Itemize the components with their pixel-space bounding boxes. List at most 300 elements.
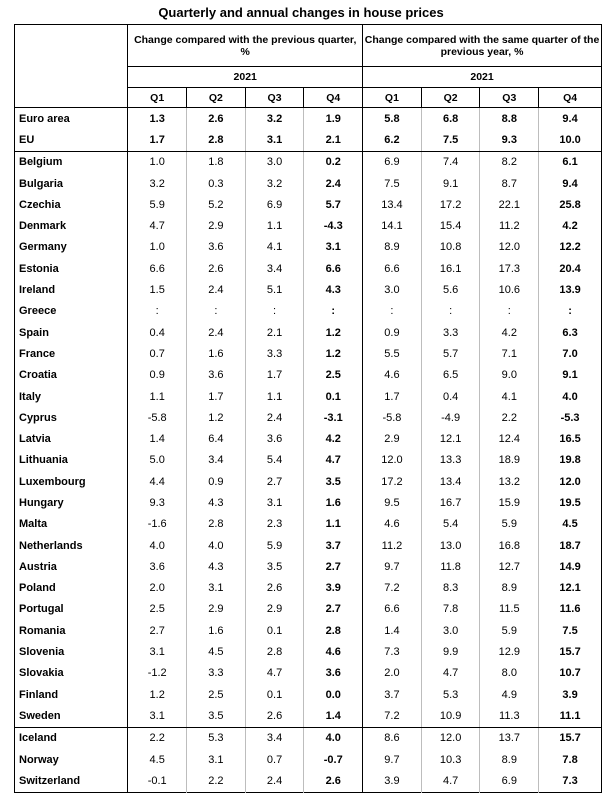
- cell-qoq-q2: 1.8: [187, 151, 246, 173]
- cell-yoy-q1: :: [363, 301, 422, 322]
- cell-qoq-q2: 3.5: [187, 705, 246, 727]
- row-label: Slovenia: [15, 641, 128, 662]
- cell-qoq-q1: 1.4: [128, 428, 187, 449]
- row-label: Sweden: [15, 705, 128, 727]
- row-label: Romania: [15, 620, 128, 641]
- cell-yoy-q4: 4.5: [539, 514, 602, 535]
- cell-qoq-q3: 4.1: [245, 237, 304, 258]
- cell-yoy-q2: 5.7: [421, 343, 480, 364]
- cell-yoy-q3: 8.9: [480, 749, 539, 770]
- cell-yoy-q2: 13.0: [421, 535, 480, 556]
- cell-yoy-q3: 4.1: [480, 386, 539, 407]
- cell-qoq-q1: 5.9: [128, 194, 187, 215]
- cell-qoq-q4: 3.1: [304, 237, 363, 258]
- cell-qoq-q4: 6.6: [304, 258, 363, 279]
- cell-yoy-q2: 13.3: [421, 450, 480, 471]
- table-row: [15, 770, 602, 792]
- cell-yoy-q2: 4.7: [421, 663, 480, 684]
- cell-yoy-q1: 9.7: [363, 749, 422, 770]
- cell-yoy-q4: 7.8: [539, 749, 602, 770]
- cell-qoq-q4: 2.4: [304, 173, 363, 194]
- cell-qoq-q4: 3.7: [304, 535, 363, 556]
- cell-qoq-q2: 1.6: [187, 620, 246, 641]
- row-label: Estonia: [15, 258, 128, 279]
- cell-qoq-q2: 1.6: [187, 343, 246, 364]
- cell-yoy-q2: 10.3: [421, 749, 480, 770]
- cell-qoq-q2: 4.5: [187, 641, 246, 662]
- cell-qoq-q2: 3.1: [187, 578, 246, 599]
- cell-yoy-q2: 7.4: [421, 151, 480, 173]
- cell-yoy-q4: 10.7: [539, 663, 602, 684]
- cell-qoq-q4: 1.6: [304, 492, 363, 513]
- cell-qoq-q2: 2.6: [187, 258, 246, 279]
- cell-qoq-q2: 3.6: [187, 365, 246, 386]
- cell-qoq-q3: 3.5: [245, 556, 304, 577]
- cell-yoy-q1: 13.4: [363, 194, 422, 215]
- cell-qoq-q3: 5.9: [245, 535, 304, 556]
- cell-qoq-q1: 1.2: [128, 684, 187, 705]
- cell-yoy-q3: 12.4: [480, 428, 539, 449]
- cell-yoy-q2: 3.0: [421, 620, 480, 641]
- row-label: Switzerland: [15, 770, 128, 792]
- cell-yoy-q2: 17.2: [421, 194, 480, 215]
- cell-qoq-q3: 3.6: [245, 428, 304, 449]
- cell-yoy-q1: 7.2: [363, 578, 422, 599]
- cell-qoq-q1: 2.0: [128, 578, 187, 599]
- cell-qoq-q2: 1.2: [187, 407, 246, 428]
- cell-yoy-q4: 14.9: [539, 556, 602, 577]
- cell-yoy-q2: 5.6: [421, 279, 480, 300]
- cell-yoy-q3: 8.9: [480, 578, 539, 599]
- table-row: [15, 663, 602, 684]
- cell-qoq-q2: 3.6: [187, 237, 246, 258]
- table-row: [15, 471, 602, 492]
- row-label: Belgium: [15, 151, 128, 173]
- cell-yoy-q2: :: [421, 301, 480, 322]
- cell-qoq-q3: :: [245, 301, 304, 322]
- cell-yoy-q4: 7.3: [539, 770, 602, 792]
- cell-qoq-q3: 3.1: [245, 129, 304, 151]
- cell-yoy-q3: 8.7: [480, 173, 539, 194]
- table-row: [15, 535, 602, 556]
- cell-yoy-q1: 3.0: [363, 279, 422, 300]
- cell-qoq-q2: 1.7: [187, 386, 246, 407]
- row-label: Poland: [15, 578, 128, 599]
- cell-qoq-q2: 0.9: [187, 471, 246, 492]
- cell-qoq-q4: 0.2: [304, 151, 363, 173]
- cell-yoy-q3: 9.3: [480, 129, 539, 151]
- cell-yoy-q4: 13.9: [539, 279, 602, 300]
- table-row: [15, 578, 602, 599]
- table-row: [15, 599, 602, 620]
- table-row: [15, 492, 602, 513]
- row-label: Lithuania: [15, 450, 128, 471]
- table-row: [15, 428, 602, 449]
- quarter-header-yoy-q2: Q2: [421, 88, 480, 108]
- cell-yoy-q4: 9.4: [539, 173, 602, 194]
- cell-qoq-q1: 1.1: [128, 386, 187, 407]
- cell-yoy-q1: 17.2: [363, 471, 422, 492]
- qoq-group-header: Change compared with the previous quarter, %: [128, 25, 363, 67]
- cell-qoq-q2: 6.4: [187, 428, 246, 449]
- cell-yoy-q4: -5.3: [539, 407, 602, 428]
- row-label: Italy: [15, 386, 128, 407]
- table-row: [15, 108, 602, 130]
- cell-qoq-q2: 2.4: [187, 279, 246, 300]
- cell-yoy-q1: 5.5: [363, 343, 422, 364]
- row-label: Greece: [15, 301, 128, 322]
- cell-yoy-q3: 12.9: [480, 641, 539, 662]
- row-label: Germany: [15, 237, 128, 258]
- row-label: Spain: [15, 322, 128, 343]
- cell-yoy-q4: 10.0: [539, 129, 602, 151]
- row-label: Euro area: [15, 108, 128, 130]
- cell-qoq-q4: 0.1: [304, 386, 363, 407]
- cell-yoy-q3: 4.2: [480, 322, 539, 343]
- cell-yoy-q3: 12.7: [480, 556, 539, 577]
- cell-qoq-q2: 4.3: [187, 556, 246, 577]
- row-label: EU: [15, 129, 128, 151]
- cell-yoy-q1: 1.7: [363, 386, 422, 407]
- quarter-header-qoq-q4: Q4: [304, 88, 363, 108]
- row-label: Portugal: [15, 599, 128, 620]
- cell-yoy-q4: 12.2: [539, 237, 602, 258]
- cell-qoq-q1: -1.6: [128, 514, 187, 535]
- row-label: Netherlands: [15, 535, 128, 556]
- cell-qoq-q2: 2.8: [187, 514, 246, 535]
- cell-qoq-q1: 1.7: [128, 129, 187, 151]
- cell-yoy-q3: 10.6: [480, 279, 539, 300]
- cell-yoy-q4: 20.4: [539, 258, 602, 279]
- cell-qoq-q3: 3.3: [245, 343, 304, 364]
- row-label: Denmark: [15, 215, 128, 236]
- table-row: [15, 620, 602, 641]
- cell-qoq-q4: 1.2: [304, 343, 363, 364]
- cell-qoq-q4: 2.7: [304, 599, 363, 620]
- table-row: [15, 556, 602, 577]
- table-row: [15, 129, 602, 151]
- cell-qoq-q4: -3.1: [304, 407, 363, 428]
- cell-qoq-q4: 4.0: [304, 727, 363, 749]
- cell-qoq-q3: 2.1: [245, 322, 304, 343]
- cell-yoy-q2: 0.4: [421, 386, 480, 407]
- row-label: Austria: [15, 556, 128, 577]
- row-label: Malta: [15, 514, 128, 535]
- cell-qoq-q3: 3.0: [245, 151, 304, 173]
- cell-yoy-q2: 15.4: [421, 215, 480, 236]
- cell-yoy-q2: 8.3: [421, 578, 480, 599]
- row-label: Croatia: [15, 365, 128, 386]
- cell-yoy-q4: 19.5: [539, 492, 602, 513]
- table-row: [15, 173, 602, 194]
- cell-qoq-q2: 2.4: [187, 322, 246, 343]
- row-label: Bulgaria: [15, 173, 128, 194]
- cell-yoy-q4: 6.1: [539, 151, 602, 173]
- cell-yoy-q1: 6.9: [363, 151, 422, 173]
- cell-yoy-q2: 16.7: [421, 492, 480, 513]
- cell-yoy-q3: 16.8: [480, 535, 539, 556]
- cell-qoq-q1: :: [128, 301, 187, 322]
- cell-qoq-q4: 3.9: [304, 578, 363, 599]
- cell-qoq-q1: 5.0: [128, 450, 187, 471]
- cell-yoy-q4: 12.1: [539, 578, 602, 599]
- row-label: Finland: [15, 684, 128, 705]
- cell-qoq-q1: 0.9: [128, 365, 187, 386]
- table-row: [15, 641, 602, 662]
- table-row: [15, 705, 602, 727]
- cell-qoq-q1: 4.0: [128, 535, 187, 556]
- cell-qoq-q4: -0.7: [304, 749, 363, 770]
- cell-qoq-q4: 4.3: [304, 279, 363, 300]
- table-row: [15, 407, 602, 428]
- cell-qoq-q2: 2.2: [187, 770, 246, 792]
- row-label: Czechia: [15, 194, 128, 215]
- cell-qoq-q3: 5.4: [245, 450, 304, 471]
- quarter-header-qoq-q1: Q1: [128, 88, 187, 108]
- cell-yoy-q3: 17.3: [480, 258, 539, 279]
- cell-yoy-q4: 9.4: [539, 108, 602, 130]
- cell-yoy-q1: -5.8: [363, 407, 422, 428]
- cell-yoy-q4: 15.7: [539, 641, 602, 662]
- cell-yoy-q4: 7.0: [539, 343, 602, 364]
- cell-qoq-q1: 3.1: [128, 705, 187, 727]
- cell-yoy-q4: 16.5: [539, 428, 602, 449]
- cell-yoy-q2: 11.8: [421, 556, 480, 577]
- cell-yoy-q4: 9.1: [539, 365, 602, 386]
- cell-qoq-q3: 1.1: [245, 215, 304, 236]
- table-row: [15, 386, 602, 407]
- cell-yoy-q3: 18.9: [480, 450, 539, 471]
- cell-yoy-q3: 13.7: [480, 727, 539, 749]
- row-label: Iceland: [15, 727, 128, 749]
- cell-yoy-q2: 10.9: [421, 705, 480, 727]
- table-row: [15, 684, 602, 705]
- cell-yoy-q1: 3.7: [363, 684, 422, 705]
- cell-qoq-q3: 2.9: [245, 599, 304, 620]
- cell-qoq-q4: 1.4: [304, 705, 363, 727]
- cell-yoy-q1: 2.9: [363, 428, 422, 449]
- table-row: [15, 514, 602, 535]
- cell-qoq-q1: 1.3: [128, 108, 187, 130]
- cell-yoy-q4: 19.8: [539, 450, 602, 471]
- row-label: Hungary: [15, 492, 128, 513]
- cell-qoq-q4: 2.8: [304, 620, 363, 641]
- table-row: [15, 343, 602, 364]
- cell-yoy-q4: 6.3: [539, 322, 602, 343]
- cell-yoy-q1: 12.0: [363, 450, 422, 471]
- cell-yoy-q1: 3.9: [363, 770, 422, 792]
- cell-yoy-q3: 15.9: [480, 492, 539, 513]
- cell-yoy-q1: 11.2: [363, 535, 422, 556]
- cell-qoq-q1: 3.2: [128, 173, 187, 194]
- cell-qoq-q2: 3.4: [187, 450, 246, 471]
- cell-qoq-q3: 1.7: [245, 365, 304, 386]
- table-row: [15, 258, 602, 279]
- cell-yoy-q3: 4.9: [480, 684, 539, 705]
- table-row: [15, 322, 602, 343]
- quarter-header-yoy-q4: Q4: [539, 88, 602, 108]
- cell-yoy-q2: 6.5: [421, 365, 480, 386]
- cell-yoy-q3: 11.3: [480, 705, 539, 727]
- cell-yoy-q2: 3.3: [421, 322, 480, 343]
- cell-qoq-q3: 2.6: [245, 578, 304, 599]
- row-label: Slovakia: [15, 663, 128, 684]
- cell-qoq-q1: -5.8: [128, 407, 187, 428]
- row-label: Luxembourg: [15, 471, 128, 492]
- house-price-table: [14, 24, 602, 793]
- cell-yoy-q3: 8.0: [480, 663, 539, 684]
- row-label: Latvia: [15, 428, 128, 449]
- cell-yoy-q1: 4.6: [363, 514, 422, 535]
- cell-yoy-q1: 8.6: [363, 727, 422, 749]
- cell-qoq-q1: 1.0: [128, 151, 187, 173]
- yoy-year-header: 2021: [363, 67, 602, 88]
- cell-yoy-q3: 5.9: [480, 514, 539, 535]
- cell-qoq-q3: 4.7: [245, 663, 304, 684]
- cell-yoy-q3: 22.1: [480, 194, 539, 215]
- cell-yoy-q4: 3.9: [539, 684, 602, 705]
- table-row: [15, 215, 602, 236]
- cell-qoq-q2: 2.9: [187, 599, 246, 620]
- cell-yoy-q2: 7.8: [421, 599, 480, 620]
- cell-yoy-q3: 8.8: [480, 108, 539, 130]
- cell-yoy-q4: 4.0: [539, 386, 602, 407]
- cell-qoq-q4: 3.6: [304, 663, 363, 684]
- cell-qoq-q2: 5.3: [187, 727, 246, 749]
- cell-yoy-q1: 0.9: [363, 322, 422, 343]
- table-row: [15, 151, 602, 173]
- cell-yoy-q3: 5.9: [480, 620, 539, 641]
- cell-yoy-q3: 6.9: [480, 770, 539, 792]
- cell-qoq-q4: 2.1: [304, 129, 363, 151]
- cell-qoq-q1: 0.7: [128, 343, 187, 364]
- table-row: [15, 194, 602, 215]
- cell-yoy-q2: -4.9: [421, 407, 480, 428]
- quarter-header-qoq-q3: Q3: [245, 88, 304, 108]
- cell-yoy-q3: 7.1: [480, 343, 539, 364]
- cell-qoq-q4: 2.7: [304, 556, 363, 577]
- cell-qoq-q2: 3.1: [187, 749, 246, 770]
- cell-qoq-q4: -4.3: [304, 215, 363, 236]
- cell-qoq-q1: 2.5: [128, 599, 187, 620]
- cell-yoy-q3: 2.2: [480, 407, 539, 428]
- cell-qoq-q3: 5.1: [245, 279, 304, 300]
- cell-qoq-q4: 5.7: [304, 194, 363, 215]
- cell-qoq-q4: 4.7: [304, 450, 363, 471]
- cell-qoq-q3: 2.4: [245, 407, 304, 428]
- cell-yoy-q2: 5.3: [421, 684, 480, 705]
- cell-qoq-q4: 2.5: [304, 365, 363, 386]
- cell-yoy-q4: 18.7: [539, 535, 602, 556]
- yoy-group-header: Change compared with the same quarter of the previous year, %: [363, 25, 602, 67]
- table-row: [15, 301, 602, 322]
- cell-qoq-q4: 1.2: [304, 322, 363, 343]
- cell-yoy-q1: 6.6: [363, 599, 422, 620]
- cell-qoq-q3: 6.9: [245, 194, 304, 215]
- cell-yoy-q2: 10.8: [421, 237, 480, 258]
- cell-yoy-q1: 2.0: [363, 663, 422, 684]
- cell-yoy-q2: 9.9: [421, 641, 480, 662]
- qoq-year-header: 2021: [128, 67, 363, 88]
- table-row: [15, 450, 602, 471]
- cell-qoq-q1: 1.0: [128, 237, 187, 258]
- cell-qoq-q3: 2.6: [245, 705, 304, 727]
- cell-qoq-q3: 3.4: [245, 258, 304, 279]
- cell-qoq-q1: -1.2: [128, 663, 187, 684]
- cell-yoy-q2: 16.1: [421, 258, 480, 279]
- cell-yoy-q1: 7.3: [363, 641, 422, 662]
- cell-qoq-q3: 3.4: [245, 727, 304, 749]
- quarter-header-yoy-q3: Q3: [480, 88, 539, 108]
- cell-yoy-q1: 9.5: [363, 492, 422, 513]
- cell-yoy-q3: 9.0: [480, 365, 539, 386]
- cell-qoq-q4: 1.9: [304, 108, 363, 130]
- cell-qoq-q2: 2.9: [187, 215, 246, 236]
- cell-yoy-q1: 1.4: [363, 620, 422, 641]
- cell-qoq-q1: 9.3: [128, 492, 187, 513]
- cell-qoq-q3: 3.2: [245, 173, 304, 194]
- cell-qoq-q1: 3.6: [128, 556, 187, 577]
- cell-qoq-q3: 1.1: [245, 386, 304, 407]
- row-label: Cyprus: [15, 407, 128, 428]
- cell-yoy-q2: 9.1: [421, 173, 480, 194]
- cell-yoy-q1: 4.6: [363, 365, 422, 386]
- quarter-header-yoy-q1: Q1: [363, 88, 422, 108]
- cell-yoy-q2: 4.7: [421, 770, 480, 792]
- cell-qoq-q1: 0.4: [128, 322, 187, 343]
- cell-qoq-q2: 4.3: [187, 492, 246, 513]
- cell-qoq-q2: 2.8: [187, 129, 246, 151]
- cell-qoq-q3: 0.1: [245, 620, 304, 641]
- cell-yoy-q1: 14.1: [363, 215, 422, 236]
- cell-qoq-q2: 5.2: [187, 194, 246, 215]
- cell-yoy-q4: 25.8: [539, 194, 602, 215]
- cell-qoq-q4: 1.1: [304, 514, 363, 535]
- cell-yoy-q1: 6.2: [363, 129, 422, 151]
- cell-qoq-q1: 4.4: [128, 471, 187, 492]
- table-row: [15, 279, 602, 300]
- cell-yoy-q1: 7.5: [363, 173, 422, 194]
- cell-yoy-q4: 7.5: [539, 620, 602, 641]
- cell-qoq-q3: 2.4: [245, 770, 304, 792]
- cell-qoq-q1: 3.1: [128, 641, 187, 662]
- cell-yoy-q2: 12.1: [421, 428, 480, 449]
- cell-yoy-q4: :: [539, 301, 602, 322]
- cell-qoq-q3: 0.7: [245, 749, 304, 770]
- cell-qoq-q1: 4.7: [128, 215, 187, 236]
- cell-yoy-q3: :: [480, 301, 539, 322]
- cell-qoq-q3: 0.1: [245, 684, 304, 705]
- cell-yoy-q4: 11.6: [539, 599, 602, 620]
- table-row: [15, 749, 602, 770]
- cell-qoq-q2: 4.0: [187, 535, 246, 556]
- row-label: Ireland: [15, 279, 128, 300]
- cell-qoq-q4: 2.6: [304, 770, 363, 792]
- cell-yoy-q1: 8.9: [363, 237, 422, 258]
- cell-qoq-q1: 2.2: [128, 727, 187, 749]
- cell-qoq-q4: :: [304, 301, 363, 322]
- cell-qoq-q2: 0.3: [187, 173, 246, 194]
- cell-qoq-q3: 3.1: [245, 492, 304, 513]
- cell-yoy-q3: 13.2: [480, 471, 539, 492]
- cell-yoy-q2: 6.8: [421, 108, 480, 130]
- cell-yoy-q2: 7.5: [421, 129, 480, 151]
- cell-qoq-q2: 2.6: [187, 108, 246, 130]
- cell-yoy-q4: 4.2: [539, 215, 602, 236]
- cell-yoy-q3: 12.0: [480, 237, 539, 258]
- cell-qoq-q3: 3.2: [245, 108, 304, 130]
- cell-yoy-q3: 8.2: [480, 151, 539, 173]
